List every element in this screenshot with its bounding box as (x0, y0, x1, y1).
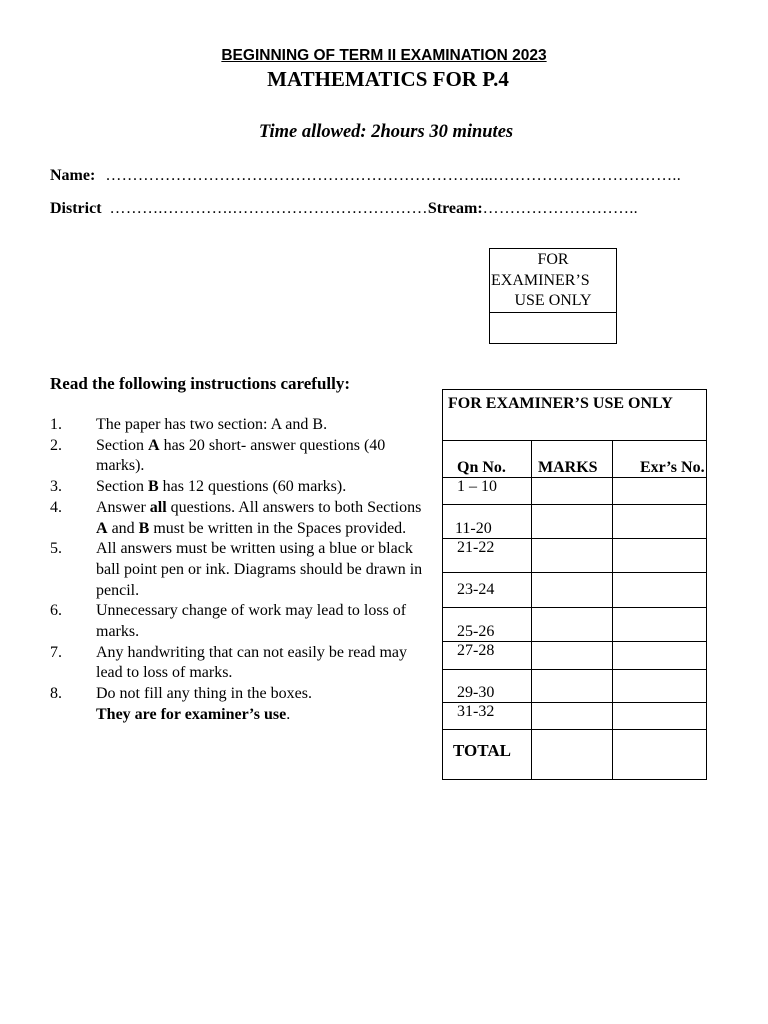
district-label: District (50, 200, 102, 217)
table-row (443, 642, 707, 670)
instruction-text: questions. All answers to both Sections (166, 498, 422, 516)
exr-cell (613, 670, 707, 703)
marks-cell (532, 642, 613, 670)
qn-cell: 23-24 (443, 573, 532, 608)
instruction-text: and (107, 519, 139, 537)
stream-label: Stream: (427, 200, 483, 217)
exr-cell (613, 539, 707, 573)
time-allowed: Time allowed: 2hours 30 minutes (258, 122, 514, 142)
qn-cell: 25-26 (443, 608, 532, 642)
table-row (443, 505, 707, 539)
qn-cell: 21-22 (443, 539, 532, 573)
examiner-table-title: FOR EXAMINER’S USE ONLY (443, 390, 707, 441)
table-row (443, 670, 707, 703)
district-dots: ……….………….……………………………… (109, 200, 428, 217)
instruction-text: Answer (96, 498, 150, 516)
examiner-box-small (489, 248, 617, 344)
col-qn-header: Qn No. (443, 441, 532, 478)
exr-cell (613, 573, 707, 608)
instruction-text: must be written in the Spaces provided. (149, 519, 407, 537)
table-row (443, 573, 707, 608)
instruction-bold: B (148, 478, 159, 496)
instruction-text: Do not fill any thing in the boxes. (96, 685, 312, 703)
instruction-text: The paper has two section: A and B. (96, 416, 328, 433)
instruction-number: 1. (50, 416, 62, 433)
instruction-item (50, 477, 430, 498)
exr-cell (613, 642, 707, 670)
instruction-number: 7. (50, 643, 62, 661)
instruction-item (50, 539, 430, 601)
instruction-text: All answers must be written using a blue or black ball point pen or ink. Diagrams should be drawn in pencil. (96, 540, 423, 599)
total-row (443, 730, 707, 780)
instruction-number: 6. (50, 602, 62, 620)
subject-title: MATHEMATICS FOR P.4 (267, 67, 509, 91)
qn-cell: 11-20 (443, 505, 532, 539)
instruction-text: has 20 short- answer questions (40 marks). (96, 436, 386, 475)
exam-title: BEGINNING OF TERM II EXAMINATION 2023 (221, 47, 547, 64)
instruction-text: has 12 questions (60 marks). (158, 478, 347, 496)
table-row (443, 539, 707, 573)
qn-cell: 29-30 (443, 670, 532, 703)
col-marks-header: MARKS (532, 441, 613, 478)
exr-cell (613, 608, 707, 642)
instruction-number: 8. (50, 685, 62, 703)
instruction-text: Unnecessary change of work may lead to loss of marks. (96, 602, 407, 641)
instruction-item (50, 643, 430, 684)
name-label: Name: (50, 167, 96, 184)
exr-cell (613, 478, 707, 505)
instruction-item (50, 601, 430, 642)
instruction-item (50, 684, 430, 725)
qn-cell: 1 – 10 (443, 478, 532, 505)
instruction-number: 5. (50, 540, 62, 558)
instruction-text: . (286, 705, 291, 723)
examiner-table (442, 389, 707, 780)
exr-cell (613, 505, 707, 539)
instruction-item (50, 436, 430, 477)
marks-cell (532, 505, 613, 539)
instruction-bold: B (138, 519, 150, 537)
marks-cell (532, 478, 613, 505)
qn-cell: 27-28 (443, 642, 532, 670)
name-dots: ……………………………………………………………...…………………………….. (105, 167, 682, 184)
marks-cell (532, 703, 613, 730)
table-row (443, 703, 707, 730)
district-stream-field (50, 200, 638, 218)
exr-cell (613, 703, 707, 730)
marks-cell (532, 670, 613, 703)
marks-cell (532, 730, 613, 780)
col-exr-header: Exr’s No. (613, 441, 707, 478)
examiner-box-label (490, 249, 616, 313)
instructions-list (50, 415, 430, 726)
instruction-text: Section (96, 478, 148, 496)
examiner-box-line1: FOR (537, 251, 569, 268)
instruction-bold: A (148, 436, 160, 454)
instruction-number: 2. (50, 436, 62, 454)
marks-cell (532, 573, 613, 608)
marks-cell (532, 608, 613, 642)
table-row (443, 608, 707, 642)
instruction-number: 4. (50, 498, 62, 516)
examiner-box-line2: EXAMINER’S (491, 271, 590, 289)
examiner-box-line3: USE ONLY (514, 292, 592, 309)
instruction-text: Section (96, 436, 148, 454)
instruction-bold: all (149, 498, 167, 516)
instruction-bold: They are for examiner’s use (96, 705, 287, 723)
instruction-item (50, 415, 430, 436)
name-field (50, 167, 681, 185)
qn-cell: 31-32 (443, 703, 532, 730)
instructions-title: Read the following instructions carefully: (50, 374, 351, 393)
marks-cell (532, 539, 613, 573)
instruction-text: Any handwriting that can not easily be read may lead to loss of marks. (96, 643, 408, 682)
exr-cell (613, 730, 707, 780)
total-label: TOTAL (443, 730, 532, 780)
instruction-number: 3. (50, 478, 62, 496)
table-row (443, 478, 707, 505)
instruction-item (50, 498, 430, 539)
stream-dots: ……………………….. (482, 200, 638, 217)
instruction-bold: A (96, 519, 108, 537)
